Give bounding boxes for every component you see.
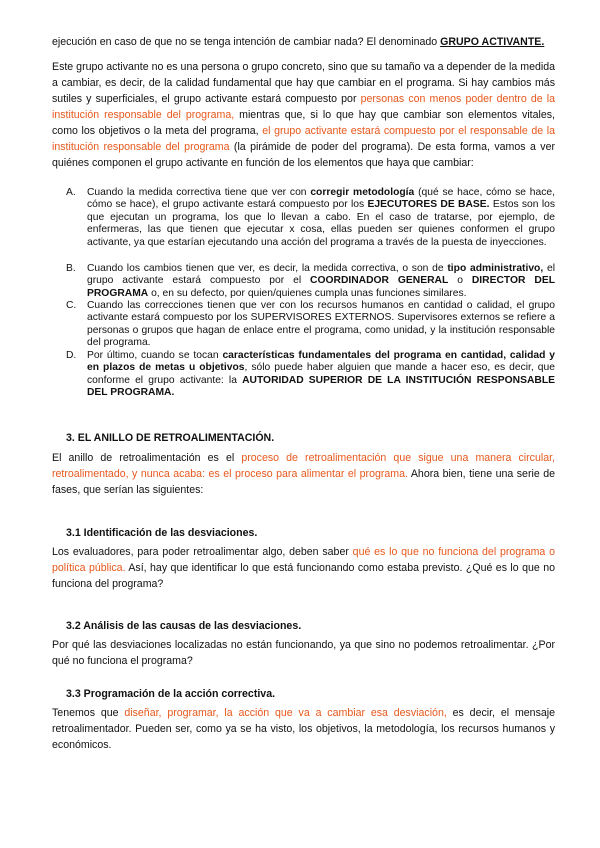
list-label-b: B. xyxy=(66,263,76,274)
paragraph-grupo-activante: Este grupo activante no es una persona o grupo concreto, sino que su tamaño va a depender de la medida a cambiar, es decir, de la calidad fundamental que hay que cambiar en el programa. Si hay cambios más sutiles y superficiales, el grupo activante estará compuesto por personas con menos poder dentro de la institución responsable del programa, mientras que, si lo que hay que cambiar son elementos vitales, como los objetivos o la meta del programa, el grupo activante estará compuesto por el responsable de la institución responsable del programa (la pirámide de poder del programa). De esta forma, vamos a ver quiénes componen el grupo activante en función de los elementos que haya que cambiar: xyxy=(52,61,556,169)
paragraph-section-3-2: Por qué las desviaciones localizadas no están funcionando, ya que sino no podemos retroalimentar. ¿Por qué no funciona el programa? xyxy=(52,639,555,667)
heading-section-3-2: 3.2 Análisis de las causas de las desviaciones. xyxy=(66,620,302,632)
list-label-d: D. xyxy=(66,350,77,361)
list-label-a: A. xyxy=(66,187,76,198)
highlight-que-no-funciona: qué es lo que no funciona del programa o política pública. xyxy=(52,546,555,574)
list-text-b: Cuando los cambios tienen que ver, es decir, la medida correctiva, o son de tipo administrativo, el grupo activante estará compuesto por el COORDINADOR GENERAL o DIRECTOR DEL PROGRAMA o, en su defecto, por quien/quienes cumpla unas funciones similares. xyxy=(87,263,555,299)
highlight-disenar-programar: diseñar, programar, la acción que va a cambiar esa desviación, xyxy=(124,707,447,719)
highlight-responsable-institucion: el grupo activante estará compuesto por el responsable de la institución responsable del programa xyxy=(52,125,556,153)
highlight-proceso-retroalimentacion: proceso de retroalimentación que sigue una manera circular, retroalimentado, y nunca acaba: es el proceso para alimentar el programa. xyxy=(52,452,555,480)
paragraph-section-3-1: Los evaluadores, para poder retroalimentar algo, deben saber qué es lo que no funciona del programa o política pública. Así, hay que identificar lo que está funcionando como estaba previsto. ¿Qué es lo que no funciona del programa? xyxy=(52,546,555,590)
grupo-activante-term: GRUPO ACTIVANTE. xyxy=(440,36,545,48)
list-text-a: Cuando la medida correctiva tiene que ver con corregir metodología (qué se hace, cómo se hace, cómo se hace), el grupo activante estará compuesto por los EJECUTORES DE BASE. Estos son los que ejecutan un programa, los que lo llevan a cabo. En el caso de tratarse, por ejemplo, de enfermeras, las que tienen que ejecutar x cosa, ellas pueden ser quienes conformen el grupo activante, ya que estarían ejecutando una acción del programa a través de la puesta de inyecciones. xyxy=(87,187,555,248)
list-text-d: Por último, cuando se tocan características fundamentales del programa en cantidad, calidad y en plazos de metas u objetivos, sólo puede haber alguien que mande a hacer eso, es decir, que conforme el grupo activante: la AUTORIDAD SUPERIOR DE LA INSTITUCIÓN RESPONSABLE DEL PROGRAMA. xyxy=(87,350,555,399)
paragraph-intro-end: ejecución en caso de que no se tenga intención de cambiar nada? El denominado GRUPO ACTIVANTE. xyxy=(52,36,545,48)
paragraph-section-3: El anillo de retroalimentación es el proceso de retroalimentación que sigue una manera circular, retroalimentado, y nunca acaba: es el proceso para alimentar el programa. Ahora bien, tiene una serie de fases, que serían las siguientes: xyxy=(52,452,556,496)
list-text-c: Cuando las correcciones tienen que ver con los recursos humanos en cantidad o calidad, el grupo activante estará compuesto por los SUPERVISORES EXTERNOS. Supervisores externos se refiere a personas o grupos que hagan de enlace entre el programa, como unidad, y la institución responsable del programa. xyxy=(87,300,555,349)
heading-section-3-3: 3.3 Programación de la acción correctiva. xyxy=(66,688,276,700)
heading-section-3-1: 3.1 Identificación de las desviaciones. xyxy=(66,527,258,539)
list-label-c: C. xyxy=(66,300,77,311)
heading-section-3: 3. EL ANILLO DE RETROALIMENTACIÓN. xyxy=(66,432,275,444)
paragraph-section-3-3: Tenemos que diseñar, programar, la acción que va a cambiar esa desviación, es decir, el mensaje retroalimentador. Pueden ser, como ya se ha visto, los objetivos, la metodología, los recursos humanos y económicos. xyxy=(52,707,555,751)
highlight-personas-menos-poder: personas con menos poder dentro de la institución responsable del programa, xyxy=(52,93,555,121)
